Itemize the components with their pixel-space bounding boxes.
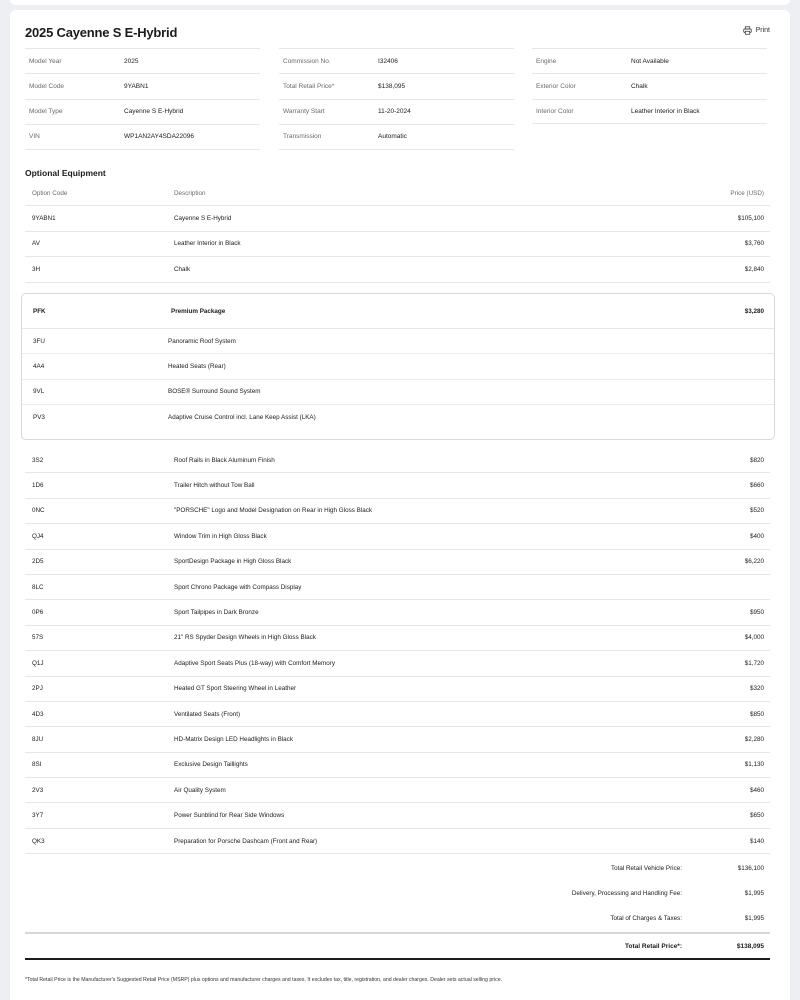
- option-price: $520: [749, 507, 764, 515]
- spec-row: [279, 73, 514, 98]
- option-description: Window Trim in High Gloss Black: [174, 532, 267, 540]
- table-row: [25, 778, 770, 803]
- option-description: Preparation for Porsche Dashcam (Front and Rear): [174, 837, 318, 845]
- total-value: $1,995: [744, 915, 764, 922]
- option-description: Heated Seats (Rear): [168, 363, 226, 371]
- option-code: AV: [32, 240, 40, 248]
- spec-value: $138,095: [378, 83, 406, 91]
- spec-value: Automatic: [378, 133, 407, 141]
- table-row: [25, 651, 770, 676]
- option-code: 0NC: [32, 507, 45, 515]
- option-description: Power Sunblind for Rear Side Windows: [174, 812, 285, 820]
- table-row: [25, 677, 770, 702]
- option-code: 3Y7: [32, 812, 44, 820]
- spec-column-2: [279, 48, 514, 150]
- spec-value: Cayenne S E-Hybrid: [124, 108, 184, 116]
- table-row: [25, 753, 770, 778]
- spec-row: [532, 48, 767, 73]
- option-price: $1,130: [744, 761, 764, 769]
- spec-value: 9YABN1: [124, 83, 149, 91]
- option-price: $850: [749, 710, 764, 718]
- option-code: 1D6: [32, 482, 44, 490]
- option-description: Adaptive Sport Seats Plus (18-way) with Comfort Memory: [174, 659, 335, 667]
- window-sticker-card: [10, 10, 790, 1000]
- package-item-row: [22, 329, 774, 354]
- header-description: Description: [174, 189, 206, 197]
- spec-value: 2025: [124, 57, 139, 65]
- option-description: 21" RS Spyder Design Wheels in High Gloss Black: [174, 634, 316, 642]
- option-description: Ventilated Seats (Front): [174, 710, 241, 718]
- option-price: $950: [749, 609, 764, 617]
- option-code: 8JU: [32, 735, 44, 743]
- package-item-row: [22, 405, 774, 430]
- spec-label: Model Code: [29, 83, 65, 91]
- package-code: PFK: [33, 307, 46, 315]
- option-price: $6,220: [744, 558, 764, 566]
- option-code: QK3: [32, 837, 45, 845]
- option-price: $1,720: [744, 659, 764, 667]
- options-table-bottom: [25, 448, 770, 854]
- spec-value: I32406: [378, 57, 398, 65]
- top-strip: [10, 0, 790, 5]
- spec-label: Commission No.: [283, 57, 331, 65]
- table-header: [25, 181, 770, 206]
- spec-label: Engine: [536, 57, 557, 65]
- spec-row: [25, 124, 260, 149]
- option-price: $650: [749, 812, 764, 820]
- option-description: "PORSCHE" Logo and Model Designation on Rear in High Gloss Black: [174, 507, 373, 515]
- package-item-row: [22, 354, 774, 379]
- printer-icon: [743, 26, 752, 35]
- option-description: Trailer Hitch without Tow Ball: [174, 482, 255, 490]
- package-price: $3,280: [744, 307, 764, 315]
- spec-label: Transmission: [283, 133, 322, 141]
- table-row: [25, 448, 770, 473]
- grand-total-row: [25, 932, 770, 960]
- option-code: 9VL: [33, 388, 45, 396]
- option-description: Heated GT Sport Steering Wheel in Leather: [174, 685, 297, 693]
- option-code: 4D3: [32, 710, 44, 718]
- option-description: Sport Tailpipes in Dark Bronze: [174, 609, 259, 617]
- total-row: [25, 906, 770, 931]
- table-row: [25, 575, 770, 600]
- spec-row: [532, 99, 767, 124]
- spec-value: Not Available: [631, 57, 669, 65]
- table-row: [25, 206, 770, 231]
- table-row: [25, 232, 770, 257]
- option-code: 2D5: [32, 558, 44, 566]
- total-value: $136,100: [737, 865, 764, 872]
- option-description: Exclusive Design Taillights: [174, 761, 248, 769]
- spec-label: Model Year: [29, 57, 62, 65]
- table-row: [25, 626, 770, 651]
- header-price: Price (USD): [730, 189, 764, 197]
- total-label: Total Retail Vehicle Price:: [610, 865, 682, 872]
- spec-value: 11-20-2024: [378, 108, 411, 116]
- option-description: Air Quality System: [174, 786, 226, 794]
- option-code: 3H: [32, 265, 41, 273]
- option-description: Cayenne S E-Hybrid: [174, 215, 232, 223]
- option-code: 57S: [32, 634, 44, 642]
- spec-row: [25, 48, 260, 73]
- option-code: QJ4: [32, 532, 44, 540]
- option-description: Sport Chrono Package with Compass Display: [174, 583, 302, 591]
- page-title: 2025 Cayenne S E-Hybrid: [25, 25, 178, 40]
- table-row: [25, 829, 770, 854]
- premium-package-box: [21, 293, 775, 440]
- option-code: PV3: [33, 414, 45, 422]
- option-description: HD-Matrix Design LED Headlights in Black: [174, 735, 293, 743]
- spec-value: Leather Interior in Black: [631, 107, 700, 115]
- total-row: [25, 881, 770, 906]
- option-code: 3FU: [33, 337, 45, 345]
- table-row: [25, 499, 770, 524]
- table-row: [25, 727, 770, 752]
- spec-row: [532, 73, 767, 98]
- spec-column-3: [532, 48, 767, 124]
- spec-row: [279, 99, 514, 124]
- option-code: 4A4: [33, 363, 45, 371]
- table-row: [25, 257, 770, 282]
- table-row: [25, 473, 770, 498]
- spec-row: [279, 124, 514, 149]
- footnote: *Total Retail Price is the Manufacturer's Suggested Retail Price (MSRP) plus options and manufacturer charges and taxes. It excludes tax, title, registration, and dealer charges. Dealer sets actual selling price.: [25, 977, 503, 983]
- spec-label: Warranty Start: [283, 108, 325, 116]
- option-price: $3,760: [744, 240, 764, 248]
- table-row: [25, 550, 770, 575]
- option-description: Adaptive Cruise Control incl. Lane Keep Assist (LKA): [168, 414, 316, 422]
- option-price: $2,280: [744, 735, 764, 743]
- package-item-row: [22, 380, 774, 405]
- spec-value: WP1AN2AY4SDA22096: [124, 133, 194, 141]
- spec-label: VIN: [29, 133, 40, 141]
- option-price: $460: [749, 786, 764, 794]
- option-price: $4,000: [744, 634, 764, 642]
- grand-total-value: $138,095: [736, 942, 764, 950]
- table-row: [25, 702, 770, 727]
- total-row: [25, 856, 770, 881]
- option-price: $140: [749, 837, 764, 845]
- header-option-code: Option Code: [32, 189, 68, 197]
- spec-column-1: [25, 48, 260, 150]
- spec-row: [25, 99, 260, 124]
- option-description: Chalk: [174, 265, 191, 273]
- spec-row: [279, 48, 514, 73]
- spec-label: Exterior Color: [536, 83, 576, 91]
- package-description: Premium Package: [171, 307, 226, 315]
- option-description: BOSE® Surround Sound System: [168, 388, 261, 396]
- option-code: 2PJ: [32, 685, 43, 693]
- option-code: Q1J: [32, 659, 44, 667]
- option-price: $660: [749, 482, 764, 490]
- total-label: Delivery, Processing and Handling Fee:: [571, 890, 682, 897]
- option-code: 0P6: [32, 609, 44, 617]
- option-price: $105,100: [737, 215, 764, 223]
- options-table-top: [25, 181, 770, 283]
- spec-value: Chalk: [631, 83, 648, 91]
- option-code: 8SI: [32, 761, 42, 769]
- option-code: 2V3: [32, 786, 44, 794]
- table-row: [25, 803, 770, 828]
- spec-label: Total Retail Price*: [283, 83, 335, 91]
- option-code: 9YABN1: [32, 215, 56, 223]
- option-price: $2,840: [744, 265, 764, 273]
- print-label: Print: [755, 27, 770, 34]
- option-description: Leather Interior in Black: [174, 240, 241, 248]
- spec-label: Interior Color: [536, 107, 574, 115]
- option-price: $820: [749, 456, 764, 464]
- totals-section: [25, 856, 770, 931]
- package-header-row: [22, 294, 774, 329]
- total-value: $1,995: [744, 890, 764, 897]
- option-code: 8LC: [32, 583, 44, 591]
- option-description: Panoramic Roof System: [168, 337, 236, 345]
- print-button[interactable]: [743, 26, 770, 35]
- total-label: Total of Charges & Taxes:: [610, 915, 682, 922]
- option-price: $400: [749, 532, 764, 540]
- grand-total-label: Total Retail Price*:: [625, 942, 682, 950]
- table-row: [25, 600, 770, 625]
- optional-equipment-title: Optional Equipment: [25, 168, 106, 178]
- option-price: $320: [749, 685, 764, 693]
- option-code: 3S2: [32, 456, 44, 464]
- option-description: Roof Rails in Black Aluminum Finish: [174, 456, 275, 464]
- table-row: [25, 524, 770, 549]
- spec-row: [25, 73, 260, 98]
- spec-label: Model Type: [29, 108, 63, 116]
- option-description: SportDesign Package in High Gloss Black: [174, 558, 292, 566]
